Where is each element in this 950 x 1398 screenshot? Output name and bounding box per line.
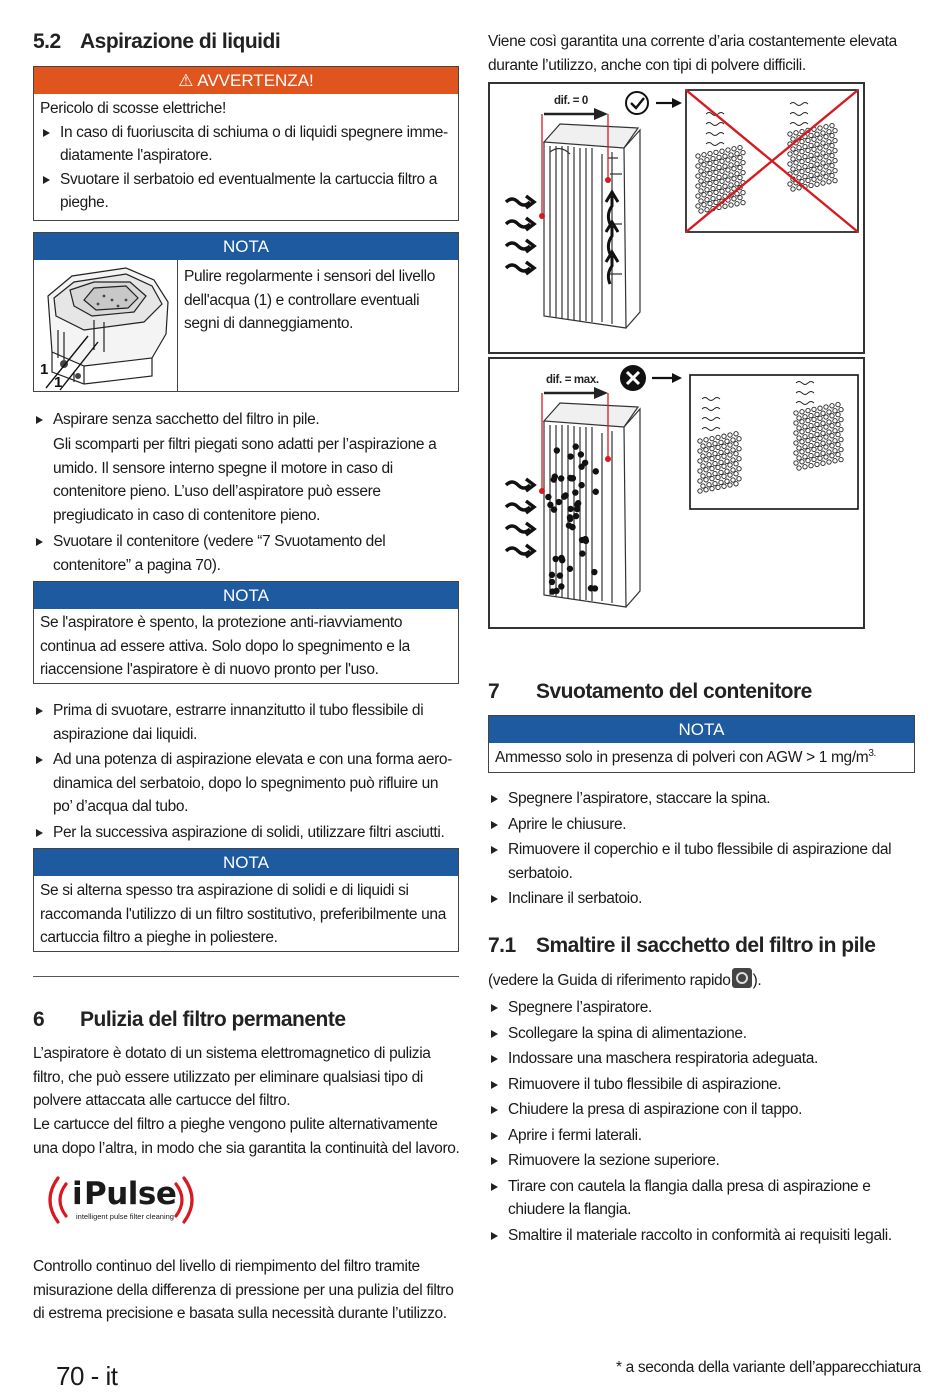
- vacuum-sensor-illustration: [34, 260, 178, 391]
- section-7-1-heading: [488, 934, 875, 958]
- logo-tagline: intelligent pulse filter cleaning: [76, 1212, 174, 1221]
- list-item: Spegnere l’aspiratore.: [488, 996, 916, 1020]
- list-item: Inclinare il serbatoio.: [488, 887, 916, 911]
- list-item: Svuotare il contenitore (vedere “7 Svuotamento del contenitore” a pagina 70).: [33, 530, 461, 577]
- list-item: Ad una potenza di aspirazione elevata e con una forma aero- dinamica del serbatoio, dopo lo spegnimento può rifluire un po’ d’acqua dal tubo.: [33, 748, 461, 819]
- quick-reference-note: [488, 968, 916, 993]
- list-item: Chiudere la presa di aspirazione con il tappo.: [488, 1098, 916, 1122]
- pressure-diff-label: dif. = 0: [554, 95, 588, 107]
- note-header: NOTA: [34, 233, 458, 260]
- note-header: NOTA: [34, 849, 458, 876]
- note-text: Se si alterna spesso tra aspirazione di solidi e di liquidi si raccomanda l'utilizzo di un filtro sostitutivo, preferibilmente una cartuccia filtro a pieghe in poliestere.: [40, 882, 446, 946]
- list-item: Prima di svuotare, estrarre innanzitutto il tubo flessibile di aspirazione dai liquidi.: [33, 699, 461, 746]
- note-box-restart: [33, 581, 459, 684]
- section-number: 7.1: [488, 934, 516, 957]
- before-empty-steps: [33, 699, 461, 844]
- page-number: 70 - it: [56, 1361, 118, 1391]
- paragraph: Viene così garantita una corrente d’aria costantemente elevata durante l’utilizzo, anche con tipi di polvere difficili.: [488, 33, 897, 74]
- section-number: 5.2: [33, 30, 61, 53]
- list-item: Rimuovere la sezione superiore.: [488, 1149, 916, 1173]
- list-item: Aprire i fermi laterali.: [488, 1124, 916, 1148]
- list-item: Aspirare senza sacchetto del filtro in pile.: [33, 408, 461, 432]
- list-item: Spegnere l’aspiratore, staccare la spina.: [488, 787, 916, 811]
- note-box-filter: [33, 848, 459, 952]
- dispose-bag-steps: [488, 996, 916, 1247]
- section-6-heading: [33, 1008, 346, 1032]
- section-title: Pulizia del filtro permanente: [80, 1008, 346, 1031]
- list-item: Indossare una maschera respiratoria adeguata.: [488, 1047, 916, 1071]
- list-item: Tirare con cautela la flangia dalla presa di aspirazione e chiudere la flangia.: [488, 1175, 916, 1222]
- list-item: Aprire le chiusure.: [488, 813, 916, 837]
- warning-intro: Pericolo di scosse elettriche!: [40, 100, 226, 117]
- figure-filter-clean: [488, 82, 865, 354]
- note-box-agw: [488, 715, 915, 773]
- column-divider: [33, 976, 459, 977]
- reference-text: (vedere la Guida di riferimento rapido: [488, 972, 731, 989]
- note-header: NOTA: [489, 716, 914, 743]
- list-item: Rimuovere il coperchio e il tubo flessibile di aspirazione dal serbatoio.: [488, 838, 916, 885]
- paragraph: Controllo continuo del livello di riempimento del filtro tramite misurazione della differenza di pressione per una pulizia del filtro di estrema precisione e basata sulla necessità durante l’utilizzo.: [33, 1258, 454, 1322]
- figure-filter-clogged: [488, 357, 865, 629]
- reference-text: ).: [752, 972, 762, 989]
- quick-guide-icon: [732, 968, 752, 988]
- logo-pulse: Pulse: [84, 1176, 177, 1212]
- note-figure-cell: [34, 260, 178, 391]
- list-item: Scollegare la spina di alimentazione.: [488, 1022, 916, 1046]
- logo-i: i: [72, 1176, 83, 1212]
- warning-item: Svuotare il serbatoio ed eventualmente la cartuccia filtro a pieghe.: [40, 168, 452, 215]
- section-5-2-heading: [33, 30, 280, 54]
- wet-vac-steps-2: [33, 530, 461, 577]
- section-number: 7: [488, 680, 500, 703]
- wet-vac-explanation: Gli scomparti per filtri piegati sono adatti per l’aspirazione a umido. Il sensore interno spegne il motore in caso di contenitore pieno. L’uso dell’aspiratore può essere pregiudicato in caso di contenitore pieno.: [53, 436, 437, 524]
- wet-vac-steps: [33, 408, 461, 432]
- note-text: Ammesso solo in presenza di polveri con AGW > 1 mg/m: [495, 749, 869, 766]
- empty-container-steps: [488, 787, 916, 911]
- paragraph: L’aspiratore è dotato di un sistema elettromagnetico di pulizia filtro, che può essere utilizzato per eliminare qualsiasi tipo di polvere attaccata alle cartucce del filtro.: [33, 1045, 431, 1109]
- paragraph: Le cartucce del filtro a pieghe vengono pulite alternativamente una dopo l’altra, in modo che sia garantita la continuità del lavoro.: [33, 1116, 460, 1157]
- check-icon: [626, 92, 648, 114]
- section-title: Aspirazione di liquidi: [80, 30, 281, 53]
- note-superscript: 3.: [868, 747, 876, 759]
- warning-box: [33, 66, 459, 221]
- note-text: Pulire regolarmente i sensori del livello dell'acqua (1) e controllare eventuali segni di danneggiamento.: [184, 268, 435, 332]
- footnote: * a seconda della variante dell’apparecchiatura: [616, 1359, 921, 1376]
- section-7-heading: [488, 680, 812, 704]
- section-title: Smaltire il sacchetto del filtro in pile: [536, 934, 876, 957]
- warning-item: In caso di fuoriuscita di schiuma o di liquidi spegnere imme- diatamente l'aspiratore.: [40, 121, 452, 168]
- list-item: Rimuovere il tubo flessibile di aspirazione.: [488, 1073, 916, 1097]
- list-item: Per la successiva aspirazione di solidi, utilizzare filtri asciutti.: [33, 821, 461, 845]
- callout-number: 1: [40, 361, 48, 378]
- list-item: Smaltire il materiale raccolto in conformità ai requisiti legali.: [488, 1224, 916, 1248]
- ipulse-logo: [36, 1170, 206, 1230]
- callout-number: 1: [54, 374, 62, 391]
- warning-header: ⚠ AVVERTENZA!: [34, 67, 458, 94]
- note-header: NOTA: [34, 582, 458, 609]
- pressure-diff-label: dif. = max.: [546, 374, 599, 386]
- note-text: Se l'aspiratore è spento, la protezione anti-riavviamento continua ad essere attiva. Solo dopo lo spegnimento e la riaccensione l'aspiratore è di nuovo pronto per l'uso.: [40, 614, 410, 678]
- section-title: Svuotamento del contenitore: [536, 680, 812, 703]
- note-box-sensors: [33, 232, 459, 392]
- section-number: 6: [33, 1008, 45, 1031]
